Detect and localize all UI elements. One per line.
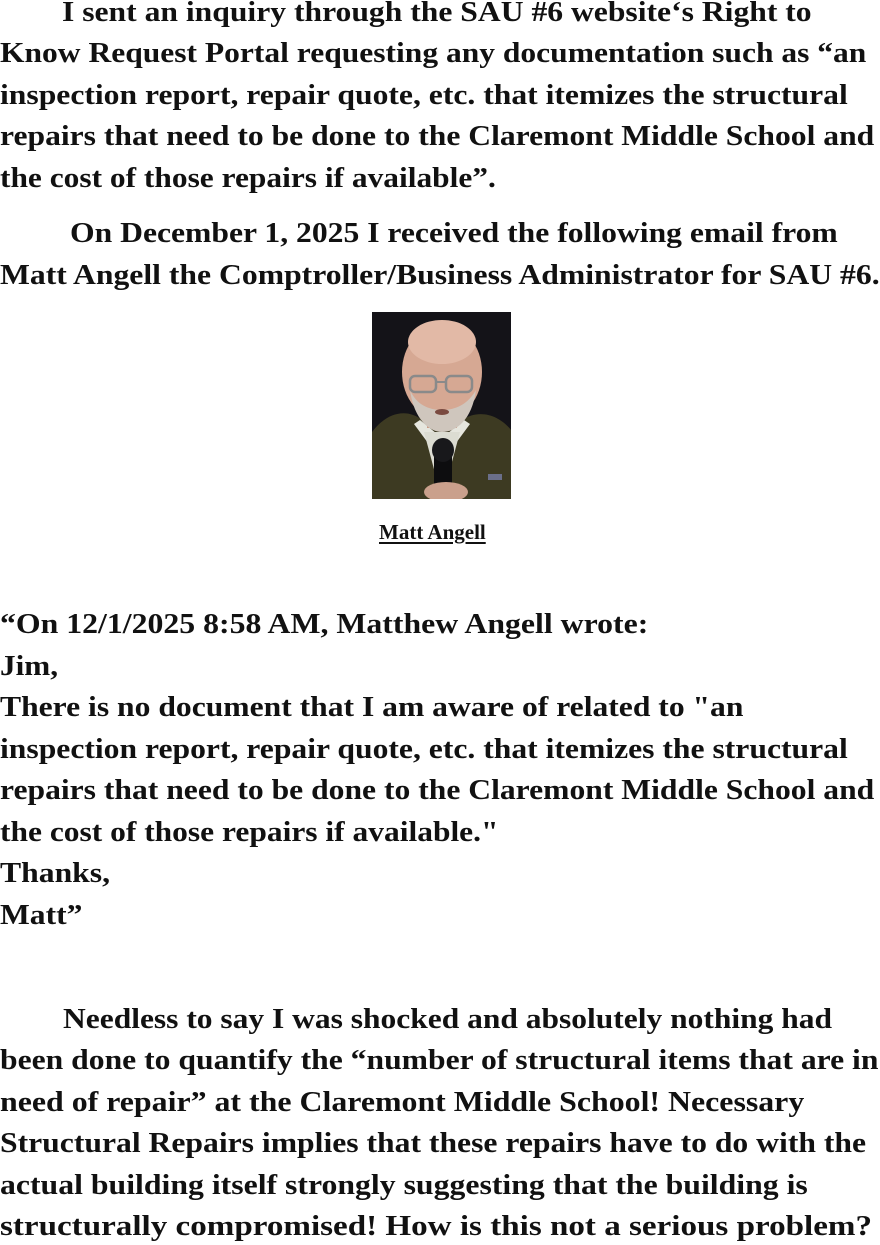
text-line: structurally compromised! How is this not a serious problem?	[0, 1211, 873, 1242]
text-line: Needless to say I was shocked and absolutely nothing had	[63, 1004, 833, 1035]
text-line: inspection report, repair quote, etc. that itemizes the structural	[0, 734, 848, 765]
text-line: Matt Angell the Comptroller/Business Administrator for SAU #6.	[0, 260, 880, 291]
text-line: On December 1, 2025 I received the following email from	[70, 218, 838, 249]
text-line: been done to quantify the “number of structural items that are in	[0, 1045, 879, 1076]
text-line: Structural Repairs implies that these repairs have to do with the	[0, 1128, 867, 1159]
email-signature: Matt”	[0, 900, 83, 931]
text-line: repairs that need to be done to the Claremont Middle School and	[0, 775, 875, 806]
text-line: There is no document that I am aware of related to "an	[0, 692, 744, 723]
text-line: Know Request Portal requesting any documentation such as “an	[0, 38, 867, 69]
text-line: need of repair” at the Claremont Middle School! Necessary	[0, 1087, 805, 1118]
text-line: the cost of those repairs if available."	[0, 817, 499, 848]
email-greeting: Jim,	[0, 651, 59, 682]
email-header-line: “On 12/1/2025 8:58 AM, Matthew Angell wrote:	[0, 609, 649, 640]
text-line: inspection report, repair quote, etc. that itemizes the structural	[0, 80, 848, 111]
portrait-image	[372, 312, 511, 499]
text-line: repairs that need to be done to the Claremont Middle School and	[0, 121, 875, 152]
text-line: actual building itself strongly suggesting that the building is	[0, 1170, 808, 1201]
photo-caption: Matt Angell	[379, 520, 486, 544]
text-line: I sent an inquiry through the SAU #6 website‘s Right to	[62, 0, 812, 28]
text-line: the cost of those repairs if available”.	[0, 163, 496, 194]
portrait-photo	[372, 312, 511, 499]
email-signoff: Thanks,	[0, 858, 111, 889]
